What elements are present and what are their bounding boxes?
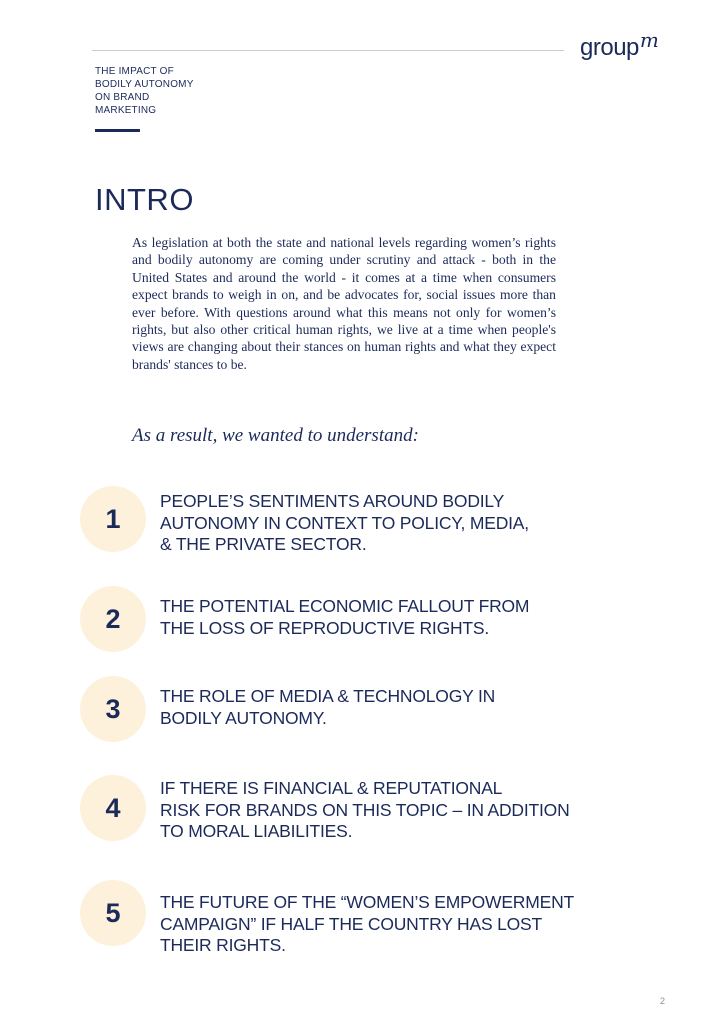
number-circle: 2 (80, 586, 146, 652)
list-item-line: THE FUTURE OF THE “WOMEN’S EMPOWERMENT (160, 892, 575, 912)
list-item-line: AUTONOMY IN CONTEXT TO POLICY, MEDIA, (160, 512, 529, 533)
intro-paragraph (132, 234, 556, 373)
section-label-line: MARKETING (95, 105, 157, 116)
list-item-line: CAMPAIGN” IF HALF THE COUNTRY HAS LOST (160, 913, 542, 934)
list-item-line: & THE PRIVATE SECTOR. (160, 534, 367, 554)
page-title: INTRO (95, 182, 194, 217)
list-item-line: BODILY AUTONOMY. (160, 707, 327, 728)
list-item-line: THEIR RIGHTS. (160, 935, 286, 955)
page-number: 2 (660, 996, 666, 1006)
logo-wordmark: group (580, 34, 639, 61)
section-label-line: BODILY AUTONOMY (95, 79, 194, 90)
intro-line: and what they expect brands' stances to be. (132, 339, 556, 372)
intro-line: As legislation at both the state and national levels regarding (132, 235, 467, 250)
list-item-text (160, 892, 590, 957)
intro-line: comes at a time when consumers expect brands to weigh in on, (132, 269, 556, 303)
list-item-text (160, 596, 590, 639)
section-label-line: THE IMPACT OF (95, 66, 174, 77)
list-item-text (160, 491, 590, 556)
intro-line: but also other critical human rights, we live at a time when (171, 322, 508, 338)
number-circle: 4 (80, 775, 146, 841)
list-item-text (160, 686, 590, 729)
document-section-label (95, 65, 194, 117)
list-item-line: IF THERE IS FINANCIAL & REPUTATIONAL (160, 778, 503, 798)
groupm-logo (580, 28, 659, 62)
list-item-text (160, 778, 590, 843)
list-item-line: RISK FOR BRANDS ON THIS TOPIC – IN ADDITION (160, 799, 570, 820)
number-circle: 1 (80, 486, 146, 552)
section-label-line: ON BRAND (95, 92, 150, 103)
intro-line: questions around what this means not only for women’s rights, (132, 304, 556, 338)
number-circle: 5 (80, 880, 146, 946)
list-item-line: THE POTENTIAL ECONOMIC FALLOUT FROM (160, 596, 530, 616)
list-item-line: PEOPLE’S SENTIMENTS AROUND BODILY (160, 491, 505, 511)
accent-bar (95, 129, 140, 132)
header-rule (92, 50, 564, 51)
list-item-line: THE ROLE OF MEDIA & TECHNOLOGY IN (160, 686, 496, 706)
logo-superscript: m (639, 28, 659, 52)
list-item-line: TO MORAL LIABILITIES. (160, 821, 353, 841)
subheading: As a result, we wanted to understand: (132, 425, 419, 446)
list-item-line: THE LOSS OF REPRODUCTIVE RIGHTS. (160, 617, 490, 638)
intro-line: and be advocates for, social issues more than ever before. With (132, 287, 556, 320)
intro-line: and attack - both in the United States and around the world - it (132, 252, 556, 285)
number-circle: 3 (80, 676, 146, 742)
intro-line: people's views are changing about their stances on human rights (132, 322, 556, 355)
intro-line: women’s rights and bodily autonomy are coming under scrutiny (132, 235, 556, 268)
